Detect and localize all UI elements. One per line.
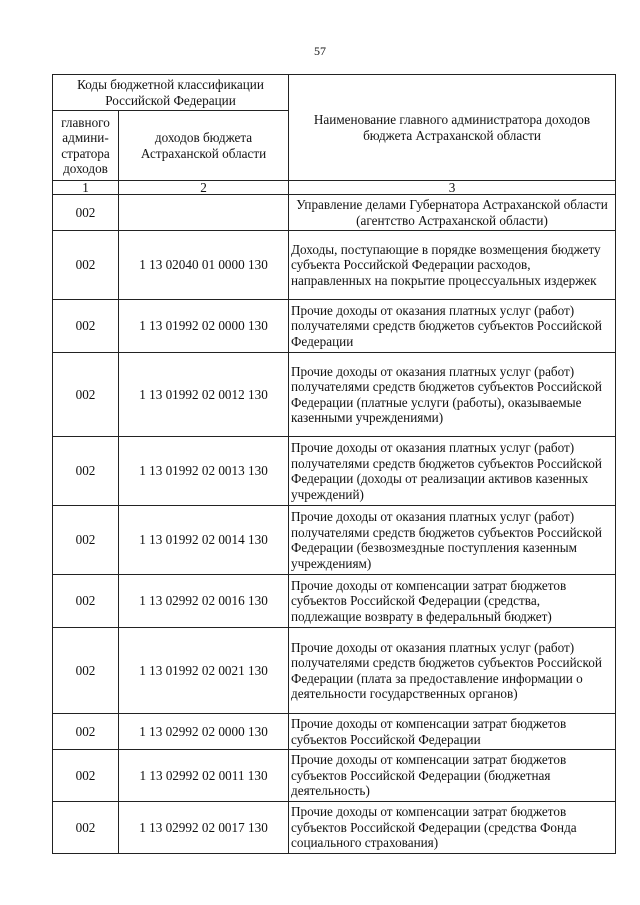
admin-code-cell: 002 <box>53 714 119 750</box>
admin-code-cell: 002 <box>53 750 119 802</box>
admin-code-cell: 002 <box>53 506 119 575</box>
table-row <box>53 575 616 628</box>
name-cell: Прочие доходы от компенсации затрат бюджетов субъектов Российской Федерации (бюджетная деятельность) <box>289 750 616 802</box>
admin-code-cell: 002 <box>53 231 119 300</box>
income-code-cell: 1 13 02992 02 0017 130 <box>119 802 289 854</box>
column-number: 2 <box>119 181 289 195</box>
name-cell: Прочие доходы от компенсации затрат бюджетов субъектов Российской Федерации (средства, подлежащие возврату в федеральный бюджет) <box>289 575 616 628</box>
column-number: 1 <box>53 181 119 195</box>
budget-codes-table <box>52 74 616 854</box>
table-row <box>53 300 616 353</box>
income-code-cell: 1 13 01992 02 0014 130 <box>119 506 289 575</box>
table-row <box>53 437 616 506</box>
name-cell: Прочие доходы от оказания платных услуг (работ) получателями средств бюджетов субъектов Российской Федерации (платные услуги (работы), оказываемые казенными учреждениями) <box>289 353 616 437</box>
page-number: 57 <box>314 44 326 58</box>
name-cell: Прочие доходы от оказания платных услуг (работ) получателями средств бюджетов субъектов Российской Федерации (безвозмездные поступления казенным учреждениям) <box>289 506 616 575</box>
admin-code-cell: 002 <box>53 802 119 854</box>
table-row <box>53 231 616 300</box>
income-code-cell <box>119 195 289 231</box>
name-cell: Прочие доходы от оказания платных услуг (работ) получателями средств бюджетов субъектов Российской Федерации (доходы от реализации активов казенных учреждений) <box>289 437 616 506</box>
income-code-cell: 1 13 02992 02 0000 130 <box>119 714 289 750</box>
codes-group-header: Коды бюджетной классификации Российской Федерации <box>53 75 289 111</box>
income-code-cell: 1 13 02040 01 0000 130 <box>119 231 289 300</box>
admin-code-cell: 002 <box>53 628 119 714</box>
income-code-cell: 1 13 01992 02 0021 130 <box>119 628 289 714</box>
name-cell: Доходы, поступающие в порядке возмещения бюджету субъекта Российской Федерации расходов, направленных на покрытие процессуальных издержек <box>289 231 616 300</box>
name-cell: Управление делами Губернатора Астраханской области (агентство Астраханской области) <box>289 195 616 231</box>
income-code-cell: 1 13 02992 02 0011 130 <box>119 750 289 802</box>
admin-code-cell: 002 <box>53 195 119 231</box>
admin-code-cell: 002 <box>53 437 119 506</box>
name-column-header: Наименование главного администратора доходов бюджета Астраханской области <box>289 75 616 181</box>
table-header-row <box>53 75 616 111</box>
admin-code-cell: 002 <box>53 300 119 353</box>
table-row <box>53 195 616 231</box>
income-code-cell: 1 13 01992 02 0000 130 <box>119 300 289 353</box>
table-row <box>53 802 616 854</box>
income-code-cell: 1 13 01992 02 0012 130 <box>119 353 289 437</box>
income-code-cell: 1 13 01992 02 0013 130 <box>119 437 289 506</box>
name-cell: Прочие доходы от оказания платных услуг (работ) получателями средств бюджетов субъектов Российской Федерации (плата за предоставление информации о деятельности государственных органов) <box>289 628 616 714</box>
column-number: 3 <box>289 181 616 195</box>
admin-code-cell: 002 <box>53 353 119 437</box>
admin-column-header: главного админи-стратора доходов <box>53 111 119 181</box>
table-row <box>53 714 616 750</box>
name-cell: Прочие доходы от компенсации затрат бюджетов субъектов Российской Федерации <box>289 714 616 750</box>
admin-code-cell: 002 <box>53 575 119 628</box>
table-row <box>53 506 616 575</box>
income-code-cell: 1 13 02992 02 0016 130 <box>119 575 289 628</box>
table-row <box>53 628 616 714</box>
name-cell: Прочие доходы от компенсации затрат бюджетов субъектов Российской Федерации (средства Фонда социального страхования) <box>289 802 616 854</box>
table-row <box>53 353 616 437</box>
income-column-header: доходов бюджета Астраханской области <box>119 111 289 181</box>
name-cell: Прочие доходы от оказания платных услуг (работ) получателями средств бюджетов субъектов Российской Федерации <box>289 300 616 353</box>
column-number-row <box>53 181 616 195</box>
table-row <box>53 750 616 802</box>
